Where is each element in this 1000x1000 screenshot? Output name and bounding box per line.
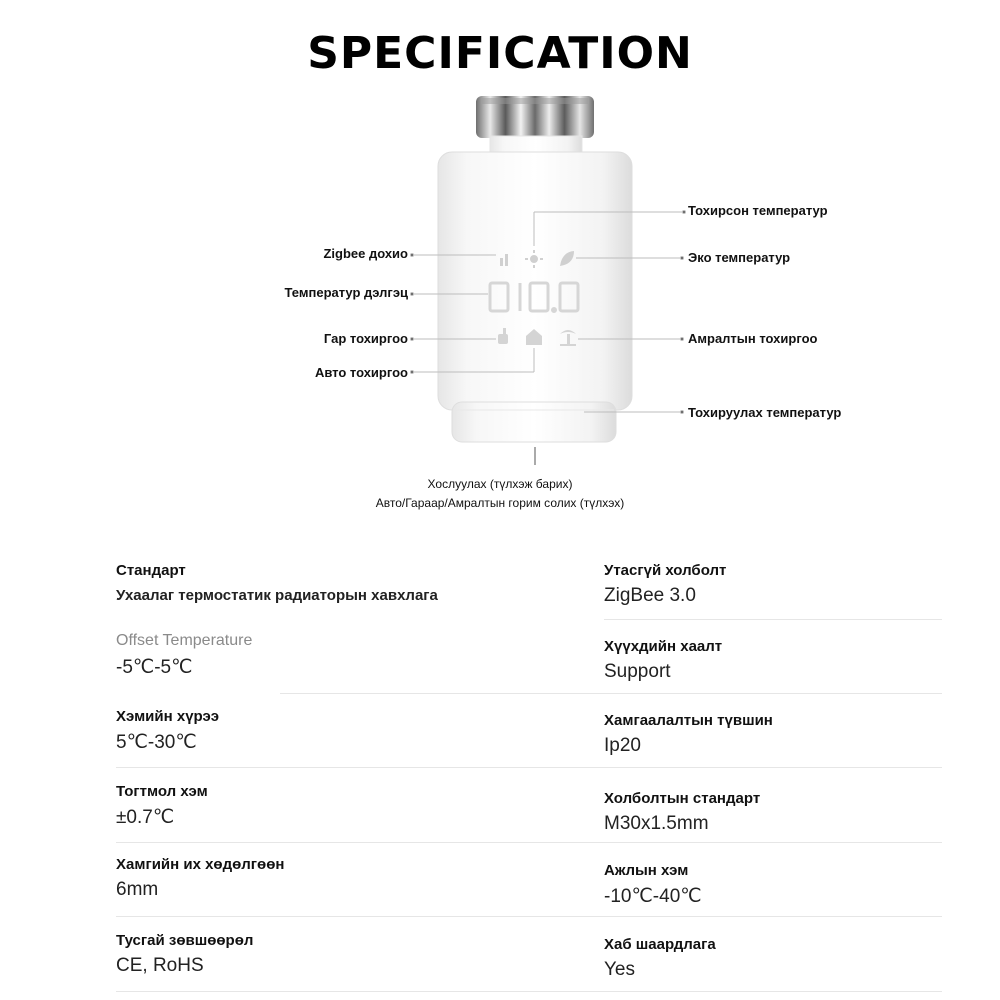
callout-eco-temp: Эко температур xyxy=(688,250,791,265)
callout-set-temp: Тохирсон температур xyxy=(688,203,828,218)
spec-temp-range xyxy=(116,708,456,754)
spec-certification xyxy=(116,932,456,977)
spec-child-lock xyxy=(604,638,944,683)
button-note-line2: Авто/Гараар/Амралтын горим солих (түлхэх) xyxy=(375,496,625,510)
divider xyxy=(280,693,942,694)
spec-offset-temperature xyxy=(116,632,456,679)
divider xyxy=(116,842,942,843)
spec-accuracy xyxy=(116,783,456,829)
spec-value: Ip20 xyxy=(604,735,641,756)
spec-wireless xyxy=(604,562,944,607)
spec-label: Хамгийн их хөдөлгөөн xyxy=(116,856,285,873)
page-title: SPECIFICATION xyxy=(307,28,693,79)
spec-value: Support xyxy=(604,661,671,682)
spec-value: 5℃-30℃ xyxy=(116,732,197,753)
spec-value: CE, RoHS xyxy=(116,955,204,976)
spec-label: Стандарт xyxy=(116,562,186,579)
callout-manual: Гар тохиргоо xyxy=(323,331,408,346)
device-body xyxy=(438,152,632,410)
callout-zigbee: Zigbee дохио xyxy=(323,246,408,261)
divider xyxy=(116,916,942,917)
spec-working-temp xyxy=(604,862,944,908)
spec-value: -10℃-40℃ xyxy=(604,886,702,907)
spec-label: Утасгүй холболт xyxy=(604,562,727,579)
divider xyxy=(604,619,942,620)
spec-value: M30x1.5mm xyxy=(604,813,709,834)
spec-label: Хаб шаардлага xyxy=(604,936,716,953)
spec-label: Хэмийн хүрээ xyxy=(116,708,220,725)
divider xyxy=(116,991,942,992)
spec-value: -5℃-5℃ xyxy=(116,657,193,678)
spec-value: 6mm xyxy=(116,879,159,900)
spec-label: Offset Temperature xyxy=(116,632,253,649)
callout-holiday: Амралтын тохиргоо xyxy=(688,331,818,346)
spec-protection xyxy=(604,712,944,757)
button-note-line1: Хослуулах (түлхэж барих) xyxy=(427,477,573,491)
spec-label: Хамгаалалтын түвшин xyxy=(604,712,773,729)
spec-value: Ухаалаг термостатик радиаторын хавхлага xyxy=(116,587,438,604)
spec-standard xyxy=(116,562,536,604)
spec-hub xyxy=(604,936,944,981)
spec-value: ±0.7℃ xyxy=(116,807,175,828)
spec-label: Ажлын хэм xyxy=(604,862,689,879)
spec-max-stroke xyxy=(116,856,456,901)
spec-connection xyxy=(604,790,944,835)
divider xyxy=(116,767,942,768)
spec-value: Yes xyxy=(604,959,635,980)
spec-value: ZigBee 3.0 xyxy=(604,585,696,606)
device-base xyxy=(452,402,616,442)
spec-label: Холболтын стандарт xyxy=(604,790,761,807)
spec-label: Хүүхдийн хаалт xyxy=(604,638,723,655)
spec-label: Тусгай зөвшөөрөл xyxy=(116,932,254,949)
callout-temp-display: Температур дэлгэц xyxy=(284,285,408,300)
spec-label: Тогтмол хэм xyxy=(116,783,208,800)
callout-auto: Авто тохиргоо xyxy=(314,365,408,380)
callout-adjust-temp: Тохируулах температур xyxy=(688,405,842,420)
